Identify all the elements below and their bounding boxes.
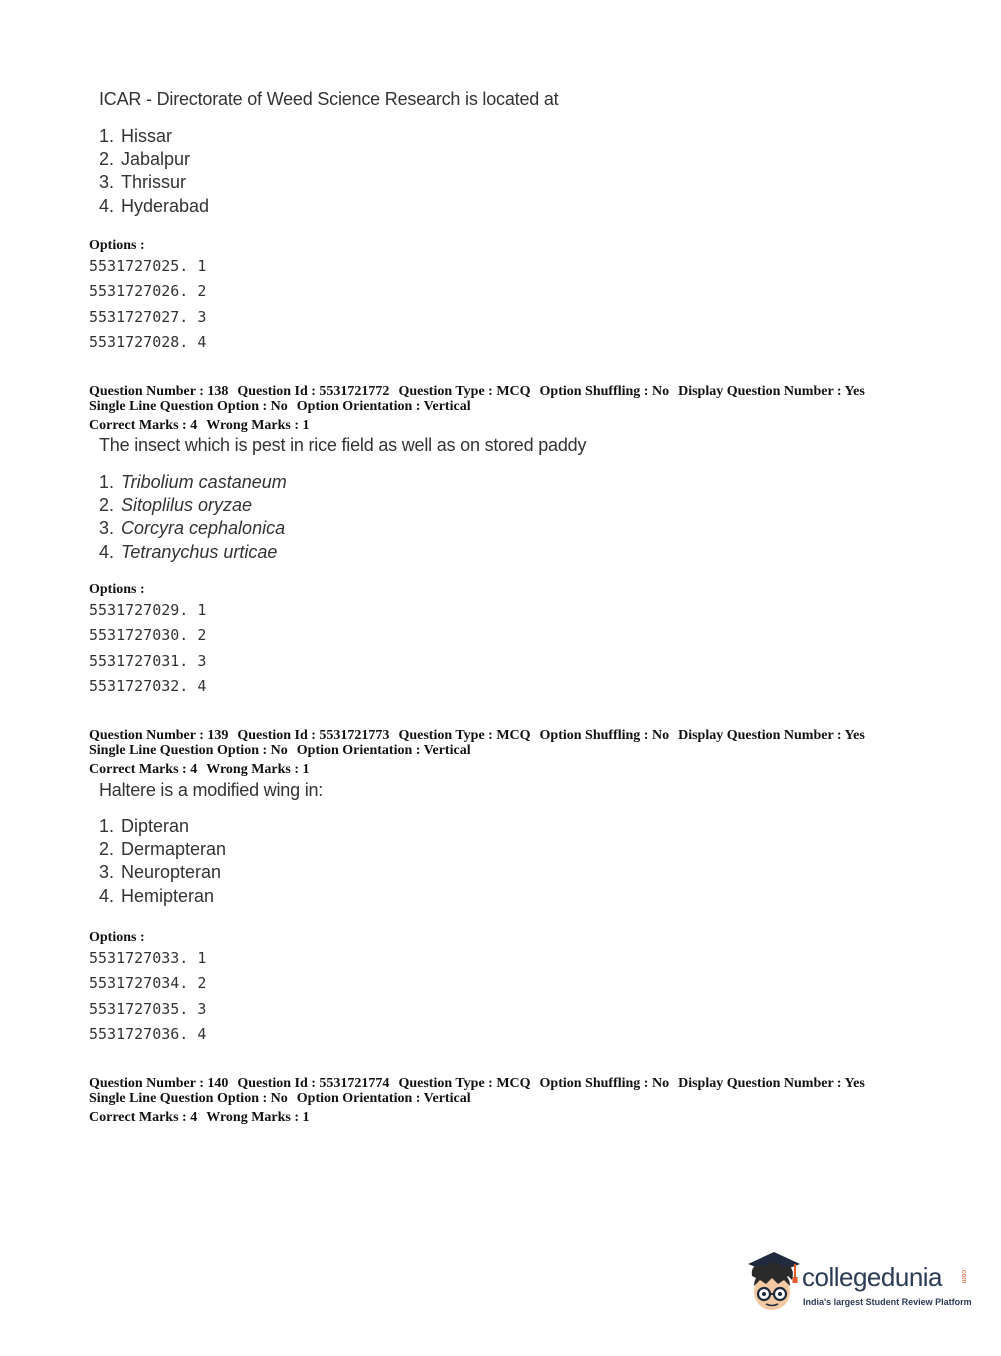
logo-tagline: India's largest Student Review Platform	[803, 1297, 972, 1307]
option-id: 5531727034. 2	[89, 974, 207, 993]
question-meta: Question Number : 138 Question Id : 5531721772 Question Type : MCQ Option Shuffling : No Display Question Number : Yes Single Line Question Option : No Option Orientation : Vertical Correct Marks : 4 Wrong Marks : 1	[89, 384, 865, 433]
question-text: The insect which is pest in rice field as well as on stored paddy	[99, 435, 587, 455]
option-id: 5531727027. 3	[89, 307, 207, 326]
option-id: 5531727029. 1	[89, 601, 207, 619]
choice-list	[99, 125, 209, 218]
list-item: 3. Neuropteran	[99, 862, 222, 883]
logo-suffix: .com	[960, 1268, 967, 1284]
option-id: 5531727036. 4	[89, 1025, 207, 1044]
options-heading: Options :	[89, 930, 145, 945]
question-meta: Question Number : 140 Question Id : 5531721774 Question Type : MCQ Option Shuffling : No Display Question Number : Yes Single Line Question Option : No Option Orientation : Vertical Correct Marks : 4 Wrong Marks : 1	[89, 1076, 865, 1125]
list-item: 4. Tetranychus urticae	[99, 541, 278, 562]
question-meta: Question Number : 139 Question Id : 5531721773 Question Type : MCQ Option Shuffling : No Display Question Number : Yes Single Line Question Option : No Option Orientation : Vertical Correct Marks : 4 Wrong Marks : 1	[89, 728, 865, 777]
option-id-list	[89, 598, 206, 700]
option-id: 5531727026. 2	[89, 282, 207, 301]
choice-list	[99, 471, 287, 564]
list-item: 2. Dermapteran	[99, 839, 227, 860]
question-text: ICAR - Directorate of Weed Science Research is located at	[99, 89, 559, 109]
option-id: 5531727028. 4	[89, 333, 207, 352]
list-item: 1. Tribolium castaneum	[99, 472, 287, 492]
logo-wordmark: collegedunia	[802, 1262, 943, 1292]
option-id: 5531727035. 3	[89, 999, 207, 1018]
option-id: 5531727033. 1	[89, 949, 207, 967]
list-item: 4. Hyderabad	[99, 195, 210, 216]
list-item: 4. Hemipteran	[99, 885, 215, 906]
list-item: 1. Dipteran	[99, 816, 190, 836]
list-item: 2. Jabalpur	[99, 149, 191, 170]
option-id: 5531727030. 2	[89, 626, 207, 645]
option-id: 5531727025. 1	[89, 257, 207, 275]
options-heading: Options :	[89, 582, 145, 597]
list-item: 3. Corcyra cephalonica	[99, 518, 286, 539]
options-heading: Options :	[89, 238, 145, 253]
collegedunia-logo	[744, 1250, 974, 1320]
choice-list	[99, 815, 226, 908]
option-id-list	[89, 946, 206, 1048]
option-id: 5531727032. 4	[89, 677, 207, 696]
list-item: 1. Hissar	[99, 126, 173, 146]
option-id: 5531727031. 3	[89, 651, 207, 670]
option-id-list	[89, 254, 206, 356]
list-item: 3. Thrissur	[99, 172, 187, 193]
list-item: 2. Sitoplilus oryzae	[99, 495, 253, 516]
question-text: Haltere is a modified wing in:	[99, 780, 324, 800]
mascot-icon	[744, 1250, 802, 1314]
